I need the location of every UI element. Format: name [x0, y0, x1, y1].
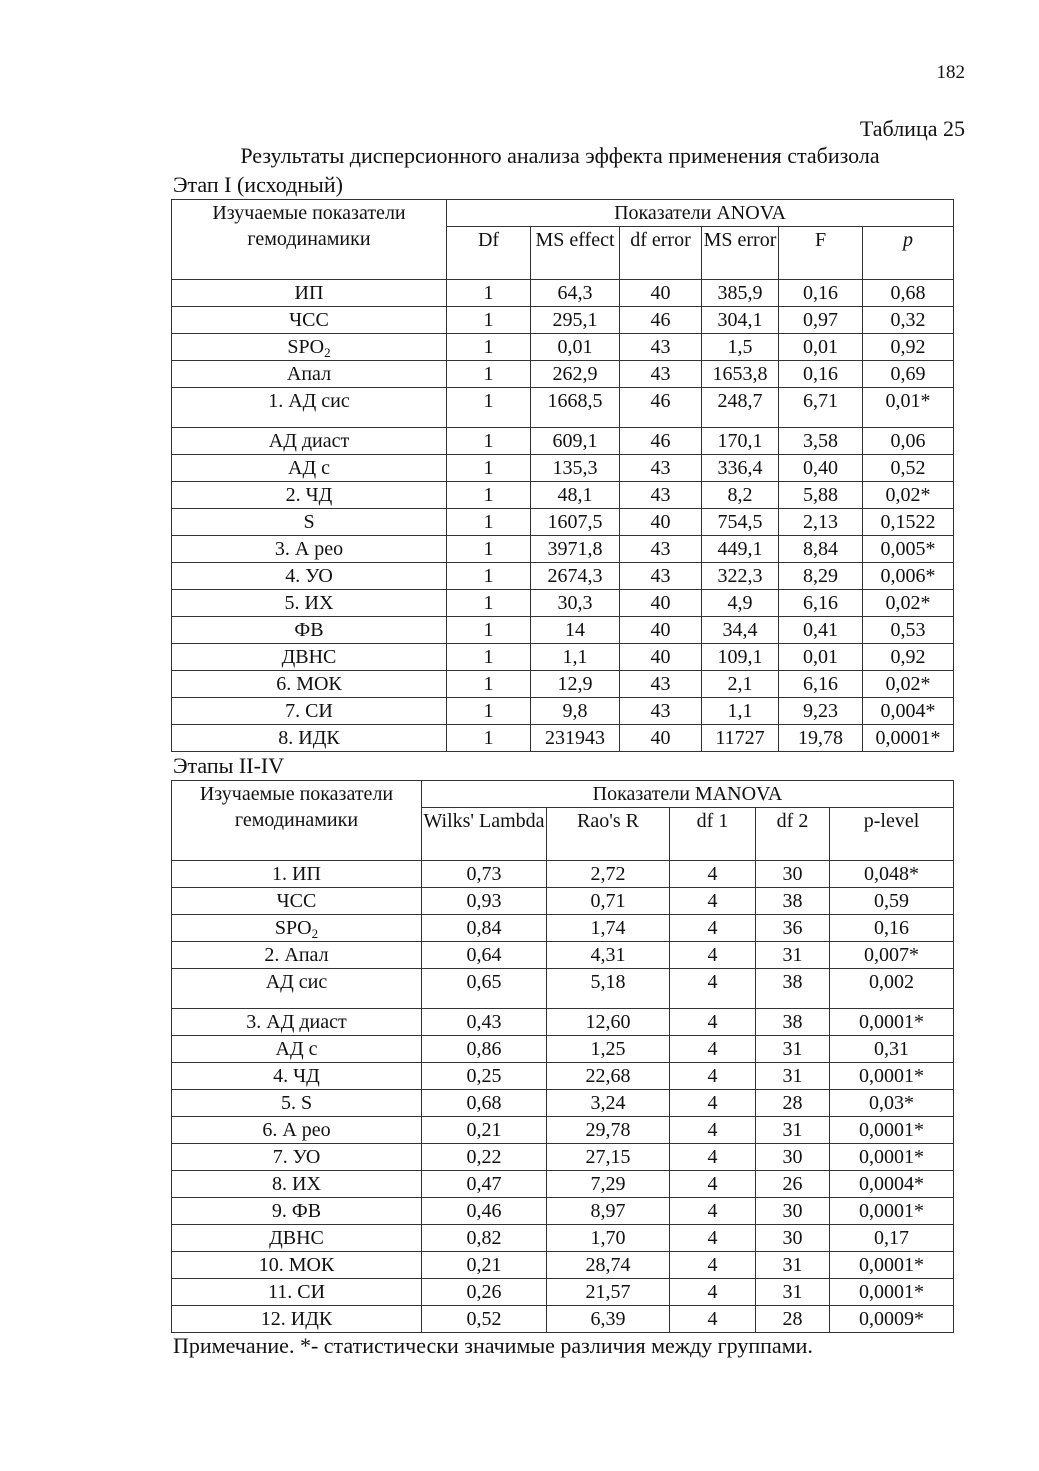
- table-cell: 43: [620, 361, 702, 388]
- table-cell: 0,007*: [830, 942, 954, 969]
- table-cell: 0,0001*: [830, 1198, 954, 1225]
- indicator-name: ФВ: [172, 617, 447, 644]
- table-cell: 43: [620, 671, 702, 698]
- table-cell: 1: [447, 698, 531, 725]
- table-cell: 40: [620, 725, 702, 752]
- indicator-name: 8. ИДК: [172, 725, 447, 752]
- table-cell: 6,16: [779, 671, 863, 698]
- table-cell: 21,57: [547, 1279, 670, 1306]
- indicator-name: 8. ИХ: [172, 1171, 422, 1198]
- table-row: [172, 725, 954, 752]
- table-cell: 4: [670, 1009, 756, 1036]
- table-cell: 0,01: [531, 334, 620, 361]
- table-cell: 1: [447, 280, 531, 307]
- table-cell: 0,006*: [863, 563, 954, 590]
- table-cell: 3,58: [779, 428, 863, 455]
- indicator-name: 1. АД сис: [172, 388, 447, 428]
- table-cell: 40: [620, 590, 702, 617]
- indicator-name: 1. ИП: [172, 861, 422, 888]
- table-row: [172, 1036, 954, 1063]
- table-cell: 0,53: [863, 617, 954, 644]
- table-cell: 4: [670, 1090, 756, 1117]
- table-cell: 1: [447, 644, 531, 671]
- table-cell: 1: [447, 536, 531, 563]
- table-cell: 12,9: [531, 671, 620, 698]
- table-cell: 43: [620, 698, 702, 725]
- indicator-name: 7. СИ: [172, 698, 447, 725]
- page-number: 182: [936, 62, 965, 83]
- table-cell: 0,02*: [863, 590, 954, 617]
- table-cell: 8,84: [779, 536, 863, 563]
- table-row: [172, 1144, 954, 1171]
- table-row: [172, 888, 954, 915]
- table-cell: 8,97: [547, 1198, 670, 1225]
- table-cell: 38: [756, 969, 830, 1009]
- indicator-name: 2. ЧД: [172, 482, 447, 509]
- table-cell: 0,1522: [863, 509, 954, 536]
- table-cell: 5,88: [779, 482, 863, 509]
- manova-col-header: p-level: [830, 808, 954, 861]
- table-cell: 4: [670, 942, 756, 969]
- table-cell: 1: [447, 617, 531, 644]
- table-cell: 1,70: [547, 1225, 670, 1252]
- table-cell: 30: [756, 1225, 830, 1252]
- table-cell: 48,1: [531, 482, 620, 509]
- indicator-name: $SPO_2$: [172, 915, 422, 942]
- anova-header-group: Показатели ANOVA: [447, 200, 954, 227]
- table-cell: 12,60: [547, 1009, 670, 1036]
- table-label: Таблица 25: [859, 116, 965, 141]
- table-row: [172, 1171, 954, 1198]
- table-cell: 0,84: [422, 915, 547, 942]
- table-cell: 0,64: [422, 942, 547, 969]
- table-cell: 31: [756, 1252, 830, 1279]
- table-cell: 27,15: [547, 1144, 670, 1171]
- indicator-name: 10. МОК: [172, 1252, 422, 1279]
- indicator-name: ДВНС: [172, 1225, 422, 1252]
- table-cell: 385,9: [702, 280, 779, 307]
- table-cell: 4: [670, 1198, 756, 1225]
- table-cell: 0,01*: [863, 388, 954, 428]
- table-cell: 0,22: [422, 1144, 547, 1171]
- table-cell: 0,52: [422, 1306, 547, 1333]
- table-row: [172, 915, 954, 942]
- table-cell: 0,0001*: [830, 1144, 954, 1171]
- table-cell: 0,69: [863, 361, 954, 388]
- table-cell: 0,31: [830, 1036, 954, 1063]
- table-cell: 31: [756, 1036, 830, 1063]
- anova-table: [171, 199, 954, 752]
- table-cell: 2,13: [779, 509, 863, 536]
- table-cell: 4: [670, 861, 756, 888]
- anova-col-header: MS error: [702, 227, 779, 280]
- table-cell: 46: [620, 388, 702, 428]
- table-cell: 135,3: [531, 455, 620, 482]
- table-cell: 14: [531, 617, 620, 644]
- indicator-name: 2. Апал: [172, 942, 422, 969]
- table-cell: 0,68: [422, 1090, 547, 1117]
- indicator-name: 3. А рео: [172, 536, 447, 563]
- indicator-name: 11. СИ: [172, 1279, 422, 1306]
- table-cell: 40: [620, 617, 702, 644]
- table-row: [172, 563, 954, 590]
- table-cell: 31: [756, 1279, 830, 1306]
- table-cell: 0,92: [863, 644, 954, 671]
- table-cell: 4: [670, 1225, 756, 1252]
- table-cell: 31: [756, 1117, 830, 1144]
- indicator-name: АД с: [172, 1036, 422, 1063]
- table-cell: 4: [670, 1171, 756, 1198]
- table-cell: 64,3: [531, 280, 620, 307]
- table-cell: 1: [447, 590, 531, 617]
- manova-col-header: Rao's R: [547, 808, 670, 861]
- indicator-name: 5. S: [172, 1090, 422, 1117]
- table-cell: 4: [670, 915, 756, 942]
- table-cell: 0,82: [422, 1225, 547, 1252]
- table-cell: 2,72: [547, 861, 670, 888]
- table-cell: 1,5: [702, 334, 779, 361]
- table-cell: 322,3: [702, 563, 779, 590]
- table-cell: 1668,5: [531, 388, 620, 428]
- stage1-label: Этап I (исходный): [173, 172, 343, 197]
- anova-header-indicators: Изучаемые показатели гемодинамики: [172, 200, 447, 280]
- table-row: [172, 509, 954, 536]
- indicator-name: ЧСС: [172, 888, 422, 915]
- table-cell: 1607,5: [531, 509, 620, 536]
- table-cell: 4: [670, 1252, 756, 1279]
- table-cell: 0,16: [779, 280, 863, 307]
- table-cell: 3,24: [547, 1090, 670, 1117]
- table-cell: 0,93: [422, 888, 547, 915]
- table-cell: 30,3: [531, 590, 620, 617]
- table-cell: 0,004*: [863, 698, 954, 725]
- table-cell: 1: [447, 428, 531, 455]
- table-cell: 6,71: [779, 388, 863, 428]
- table-row: [172, 969, 954, 1009]
- table-cell: 0,01: [779, 334, 863, 361]
- table-cell: 1: [447, 388, 531, 428]
- table-row: [172, 942, 954, 969]
- table-cell: 304,1: [702, 307, 779, 334]
- table-cell: 109,1: [702, 644, 779, 671]
- indicator-name: 5. ИХ: [172, 590, 447, 617]
- table-cell: 6,39: [547, 1306, 670, 1333]
- table-row: [172, 1306, 954, 1333]
- table-cell: 1,74: [547, 915, 670, 942]
- table-cell: 0,048*: [830, 861, 954, 888]
- table-cell: 0,005*: [863, 536, 954, 563]
- table-cell: 0,68: [863, 280, 954, 307]
- table-cell: 4: [670, 1117, 756, 1144]
- indicator-name: ИП: [172, 280, 447, 307]
- table-cell: 754,5: [702, 509, 779, 536]
- table-cell: 4: [670, 1036, 756, 1063]
- table-cell: 6,16: [779, 590, 863, 617]
- table-cell: 43: [620, 482, 702, 509]
- table-cell: 609,1: [531, 428, 620, 455]
- table-cell: 0,71: [547, 888, 670, 915]
- manova-col-header: Wilks' Lambda: [422, 808, 547, 861]
- table-cell: 28: [756, 1306, 830, 1333]
- table-cell: 1,25: [547, 1036, 670, 1063]
- table-row: [172, 361, 954, 388]
- table-cell: 1,1: [531, 644, 620, 671]
- anova-col-header: df error: [620, 227, 702, 280]
- table-cell: 28: [756, 1090, 830, 1117]
- indicator-name: АД диаст: [172, 428, 447, 455]
- table-cell: 2,1: [702, 671, 779, 698]
- table-cell: 9,23: [779, 698, 863, 725]
- table-cell: 0,32: [863, 307, 954, 334]
- table-cell: 43: [620, 455, 702, 482]
- table-cell: 170,1: [702, 428, 779, 455]
- table-cell: 43: [620, 563, 702, 590]
- table-row: [172, 861, 954, 888]
- table-cell: 0,0001*: [830, 1117, 954, 1144]
- table-cell: 1: [447, 725, 531, 752]
- table-cell: 43: [620, 334, 702, 361]
- table-cell: 22,68: [547, 1063, 670, 1090]
- table-cell: 7,29: [547, 1171, 670, 1198]
- table-cell: 0,01: [779, 644, 863, 671]
- indicator-name: S: [172, 509, 447, 536]
- table-cell: 8,29: [779, 563, 863, 590]
- table-row: [172, 617, 954, 644]
- table-cell: 4: [670, 1063, 756, 1090]
- table-cell: 0,03*: [830, 1090, 954, 1117]
- indicator-name: 9. ФВ: [172, 1198, 422, 1225]
- table-cell: 0,26: [422, 1279, 547, 1306]
- table-row: [172, 698, 954, 725]
- manova-table: [171, 780, 954, 1333]
- indicator-name: ДВНС: [172, 644, 447, 671]
- table-cell: 29,78: [547, 1117, 670, 1144]
- indicator-name: 4. ЧД: [172, 1063, 422, 1090]
- table-cell: 46: [620, 307, 702, 334]
- table-row: [172, 590, 954, 617]
- table-cell: 4: [670, 888, 756, 915]
- table-row: [172, 1198, 954, 1225]
- table-cell: 43: [620, 536, 702, 563]
- table-cell: 0,17: [830, 1225, 954, 1252]
- table-cell: 0,43: [422, 1009, 547, 1036]
- table-cell: 0,0001*: [830, 1279, 954, 1306]
- table-cell: 1: [447, 307, 531, 334]
- indicator-name: 4. УО: [172, 563, 447, 590]
- table-cell: 449,1: [702, 536, 779, 563]
- stage2-label: Этапы II-IV: [173, 753, 285, 778]
- table-cell: 0,02*: [863, 671, 954, 698]
- table-cell: 1: [447, 482, 531, 509]
- table-cell: 1: [447, 671, 531, 698]
- table-cell: 0,21: [422, 1117, 547, 1144]
- table-cell: 40: [620, 280, 702, 307]
- indicator-name: Апал: [172, 361, 447, 388]
- table-row: [172, 1009, 954, 1036]
- table-cell: 4,9: [702, 590, 779, 617]
- table-row: [172, 644, 954, 671]
- indicator-name: ЧСС: [172, 307, 447, 334]
- table-cell: 26: [756, 1171, 830, 1198]
- table-row: [172, 388, 954, 428]
- table-cell: 0,73: [422, 861, 547, 888]
- table-row: [172, 1279, 954, 1306]
- table-cell: 0,02*: [863, 482, 954, 509]
- table-cell: 28,74: [547, 1252, 670, 1279]
- indicator-name: 7. УО: [172, 1144, 422, 1171]
- table-cell: 4: [670, 1279, 756, 1306]
- table-cell: 40: [620, 644, 702, 671]
- manova-header-group: Показатели MANOVA: [422, 781, 954, 808]
- table-cell: 0,52: [863, 455, 954, 482]
- indicator-name: 6. А рео: [172, 1117, 422, 1144]
- anova-col-header: MS effect: [531, 227, 620, 280]
- table-cell: 0,0001*: [830, 1252, 954, 1279]
- table-cell: 0,0009*: [830, 1306, 954, 1333]
- table-cell: 4: [670, 1144, 756, 1171]
- table-row: [172, 1252, 954, 1279]
- table-cell: 0,97: [779, 307, 863, 334]
- table-cell: 248,7: [702, 388, 779, 428]
- table-cell: 0,0004*: [830, 1171, 954, 1198]
- table-cell: 0,0001*: [830, 1009, 954, 1036]
- table-cell: 0,65: [422, 969, 547, 1009]
- table-cell: 0,46: [422, 1198, 547, 1225]
- table-cell: 231943: [531, 725, 620, 752]
- table-row: [172, 280, 954, 307]
- table-cell: 0,16: [779, 361, 863, 388]
- table-row: [172, 1225, 954, 1252]
- table-cell: 40: [620, 509, 702, 536]
- footnote: Примечание. *- статистически значимые различия между группами.: [173, 1333, 813, 1358]
- table-cell: 1,1: [702, 698, 779, 725]
- anova-col-header: Df: [447, 227, 531, 280]
- indicator-name: АД с: [172, 455, 447, 482]
- table-cell: 0,86: [422, 1036, 547, 1063]
- table-cell: 0,0001*: [863, 725, 954, 752]
- table-cell: 19,78: [779, 725, 863, 752]
- table-row: [172, 307, 954, 334]
- table-cell: 4,31: [547, 942, 670, 969]
- indicator-name: $SPO_2$: [172, 334, 447, 361]
- table-cell: 2674,3: [531, 563, 620, 590]
- table-cell: 11727: [702, 725, 779, 752]
- table-cell: 46: [620, 428, 702, 455]
- table-cell: 36: [756, 915, 830, 942]
- table-cell: 0,92: [863, 334, 954, 361]
- table-cell: 1: [447, 563, 531, 590]
- table-row: [172, 334, 954, 361]
- table-row: [172, 1063, 954, 1090]
- table-cell: 0,06: [863, 428, 954, 455]
- table-cell: 1: [447, 334, 531, 361]
- manova-header-indicators: Изучаемые показатели гемодинамики: [172, 781, 422, 861]
- table-row: [172, 482, 954, 509]
- indicator-name: 3. АД диаст: [172, 1009, 422, 1036]
- manova-col-header: df 1: [670, 808, 756, 861]
- table-cell: 3971,8: [531, 536, 620, 563]
- anova-col-header: p: [863, 227, 954, 280]
- table-cell: 31: [756, 1063, 830, 1090]
- table-cell: 1: [447, 509, 531, 536]
- table-cell: 0,16: [830, 915, 954, 942]
- table-cell: 5,18: [547, 969, 670, 1009]
- table-cell: 34,4: [702, 617, 779, 644]
- table-cell: 30: [756, 1144, 830, 1171]
- table-cell: 0,0001*: [830, 1063, 954, 1090]
- table-cell: 31: [756, 942, 830, 969]
- table-cell: 262,9: [531, 361, 620, 388]
- table-title: Результаты дисперсионного анализа эффекта применения стабизола: [240, 143, 880, 168]
- table-cell: 0,47: [422, 1171, 547, 1198]
- table-row: [172, 1090, 954, 1117]
- table-row: [172, 671, 954, 698]
- table-cell: 0,002: [830, 969, 954, 1009]
- indicator-name: 6. МОК: [172, 671, 447, 698]
- anova-col-header: F: [779, 227, 863, 280]
- table-cell: 4: [670, 1306, 756, 1333]
- table-cell: 295,1: [531, 307, 620, 334]
- table-cell: 38: [756, 1009, 830, 1036]
- table-row: [172, 1117, 954, 1144]
- table-cell: 0,21: [422, 1252, 547, 1279]
- table-row: [172, 428, 954, 455]
- table-cell: 336,4: [702, 455, 779, 482]
- table-cell: 4: [670, 969, 756, 1009]
- table-cell: 1: [447, 361, 531, 388]
- table-row: [172, 536, 954, 563]
- table-row: [172, 455, 954, 482]
- table-cell: 0,25: [422, 1063, 547, 1090]
- table-cell: 0,59: [830, 888, 954, 915]
- table-cell: 1: [447, 455, 531, 482]
- table-cell: 30: [756, 861, 830, 888]
- indicator-name: АД сис: [172, 969, 422, 1009]
- manova-col-header: df 2: [756, 808, 830, 861]
- table-cell: 30: [756, 1198, 830, 1225]
- table-cell: 1653,8: [702, 361, 779, 388]
- table-cell: 0,40: [779, 455, 863, 482]
- table-cell: 0,41: [779, 617, 863, 644]
- table-cell: 9,8: [531, 698, 620, 725]
- indicator-name: 12. ИДК: [172, 1306, 422, 1333]
- table-cell: 8,2: [702, 482, 779, 509]
- table-cell: 38: [756, 888, 830, 915]
